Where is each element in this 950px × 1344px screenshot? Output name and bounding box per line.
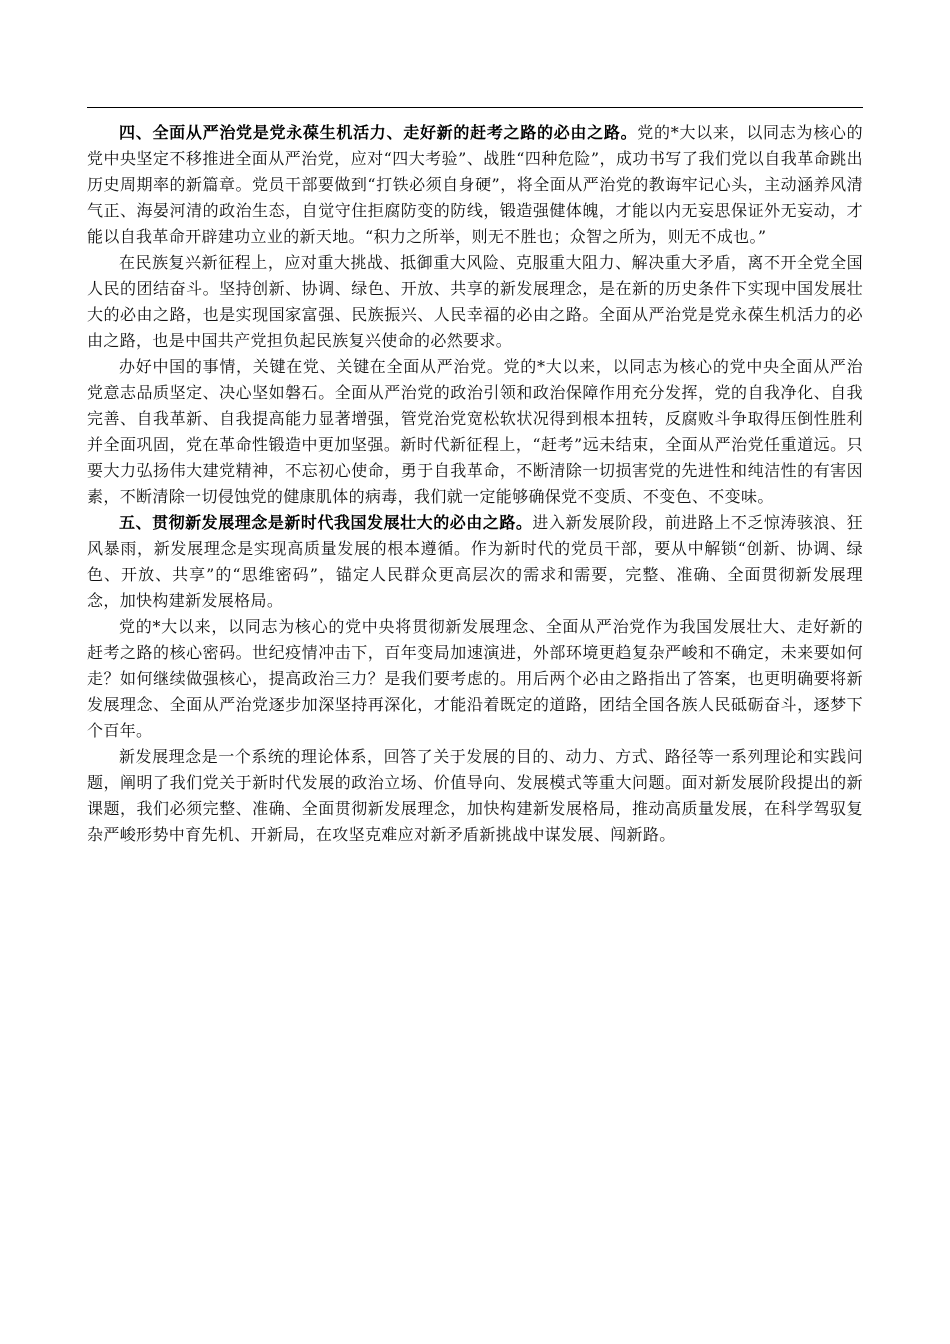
header-rule (87, 107, 863, 108)
paragraph-party-governance (87, 354, 863, 510)
paragraph-text: 在民族复兴新征程上，应对重大挑战、抵御重大风险、克服重大阻力、解决重大矛盾，离不开全党全国人民的团结奋斗。坚持创新、协调、绿色、开放、共享的新发展理念，是在新的历史条件下实现中国发展壮大的必由之路，也是实现国家富强、民族振兴、人民幸福的必由之路。全面从严治党是党永葆生机活力的必由之路，也是中国共产党担负起民族复兴使命的必然要求。 (87, 253, 863, 350)
paragraph-text: 新发展理念是一个系统的理论体系，回答了关于发展的目的、动力、方式、路径等一系列理论和实践问题，阐明了我们党关于新时代发展的政治立场、价值导向、发展模式等重大问题。面对新发展阶段提出的新课题，我们必须完整、准确、全面贯彻新发展理念，加快构建新发展格局，推动高质量发展，在科学驾驭复杂严峻形势中育先机、开新局，在攻坚克难应对新矛盾新挑战中谋发展、闯新路。 (87, 747, 863, 844)
paragraph-core-code (87, 614, 863, 744)
paragraph-text: 党的*大以来，以同志为核心的党中央将贯彻新发展理念、全面从严治党作为我国发展壮大、走好新的赶考之路的核心密码。世纪疫情冲击下，百年变局加速演进，外部环境更趋复杂严峻和不确定，未来要如何走？如何继续做强核心，提高政治三力？是我们要考虑的。用后两个必由之路指出了答案，也更明确要将新发展理念、全面从严治党逐步加深坚持再深化，才能沿着既定的道路，团结全国各族人民砥砺奋斗，逐梦下个百年。 (87, 617, 863, 740)
paragraph-section-five (87, 510, 863, 614)
section-four-heading: 四、全面从严治党是党永葆生机活力、走好新的赶考之路的必由之路。 (119, 123, 638, 142)
paragraph-text: 党的*大以来，以同志为核心的党中央坚定不移推进全面从严治党，应对“四大考验”、战胜“四种危险”，成功书写了我们党以自我革命跳出历史周期率的新篇章。党员干部要做到“打铁必须自身硬”，将全面从严治党的教诲牢记心头，主动涵养风清气正、海晏河清的政治生态，自觉守住拒腐防变的防线，锻造强健体魄，才能以内无妄思保证外无妄动，才能以自我革命开辟建功立业的新天地。“积力之所举，则无不胜也；众智之所为，则无不成也。” (87, 123, 863, 246)
paragraph-text: 进入新发展阶段，前进路上不乏惊涛骇浪、狂风暴雨，新发展理念是实现高质量发展的根本遵循。作为新时代的党员干部，要从中解锁“创新、协调、绿色、开放、共享”的“思维密码”，锚定人民群众更高层次的需求和需要，完整、准确、全面贯彻新发展理念，加快构建新发展格局。 (87, 513, 863, 610)
document-body (87, 120, 863, 848)
paragraph-national-rejuvenation (87, 250, 863, 354)
section-five-heading: 五、贯彻新发展理念是新时代我国发展壮大的必由之路。 (119, 513, 533, 532)
paragraph-section-four (87, 120, 863, 250)
paragraph-text: 办好中国的事情，关键在党、关键在全面从严治党。党的*大以来，以同志为核心的党中央全面从严治党意志品质坚定、决心坚如磐石。全面从严治党的政治引领和政治保障作用充分发挥，党的自我净化、自我完善、自我革新、自我提高能力显著增强，管党治党宽松软状况得到根本扭转，反腐败斗争取得压倒性胜利并全面巩固，党在革命性锻造中更加坚强。新时代新征程上，“赶考”远未结束，全面从严治党任重道远。只要大力弘扬伟大建党精神，不忘初心使命，勇于自我革命，不断清除一切损害党的先进性和纯洁性的有害因素，不断清除一切侵蚀党的健康肌体的病毒，我们就一定能够确保党不变质、不变色、不变味。 (87, 357, 863, 506)
paragraph-development-philosophy (87, 744, 863, 848)
